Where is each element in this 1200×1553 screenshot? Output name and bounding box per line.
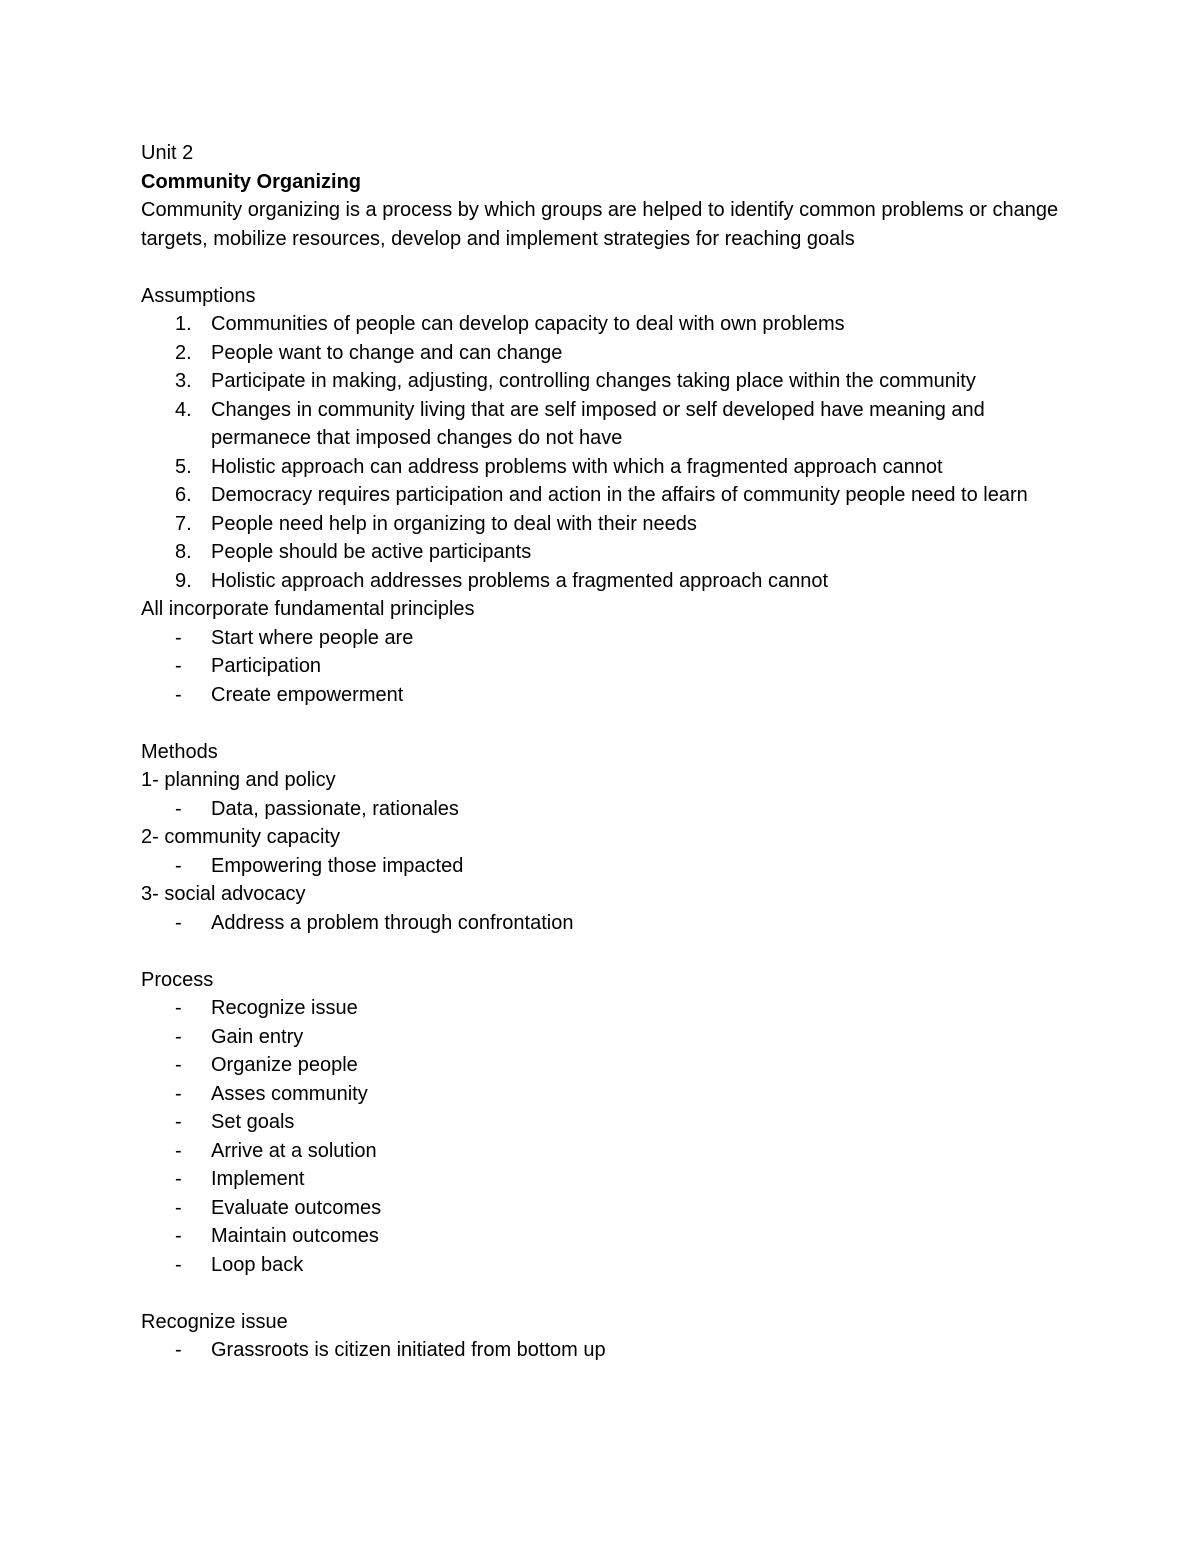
list-number: 3. — [175, 370, 192, 392]
list-item-text: People want to change and can change — [211, 341, 563, 364]
list-item-text: Empowering those impacted — [211, 854, 464, 877]
list-number: 8. — [175, 541, 192, 563]
dash-bullet: - — [175, 997, 182, 1019]
recognize-issue-heading: Recognize issue — [141, 1310, 288, 1333]
list-item — [141, 396, 1071, 453]
definition-paragraph: Community organizing is a process by which groups are helped to identify common problems or change targets, mobilize resources, develop and implement strategies for reaching goals — [141, 199, 1059, 250]
list-item — [141, 339, 1071, 368]
list-item — [141, 1080, 1071, 1109]
spacer — [141, 709, 1071, 738]
list-item — [141, 310, 1071, 339]
method-label: 3- social advocacy — [141, 883, 306, 905]
dash-bullet: - — [175, 1196, 182, 1219]
list-item — [141, 1023, 1071, 1052]
list-number: 4. — [175, 398, 192, 421]
list-item-text: Recognize issue — [211, 997, 358, 1019]
list-item — [141, 852, 1071, 881]
list-number: 9. — [175, 569, 192, 592]
assumptions-list — [141, 310, 1071, 595]
list-number: 6. — [175, 484, 192, 506]
list-item — [141, 510, 1071, 539]
list-item-text: Communities of people can develop capacity to deal with own problems — [211, 313, 845, 335]
list-item — [141, 795, 1071, 824]
dash-bullet: - — [175, 1025, 182, 1048]
dash-bullet: - — [175, 1339, 182, 1361]
list-number: 1. — [175, 313, 192, 335]
list-item-text: Loop back — [211, 1253, 304, 1276]
method-label: 1- planning and policy — [141, 769, 336, 791]
list-item-text: Participate in making, adjusting, controlling changes taking place within the community — [211, 370, 976, 392]
list-item — [141, 909, 1071, 938]
list-item — [141, 567, 1071, 596]
list-item — [141, 1251, 1071, 1280]
list-item-text: Holistic approach addresses problems a fragmented approach cannot — [211, 569, 829, 592]
list-item-text: Maintain outcomes — [211, 1225, 379, 1247]
list-item-text: Democracy requires participation and action in the affairs of community people need to learn — [211, 484, 1028, 506]
list-item — [141, 1051, 1071, 1080]
list-item-text: Asses community — [211, 1082, 368, 1105]
list-item-text: Set goals — [211, 1111, 295, 1133]
principles-heading: All incorporate fundamental principles — [141, 598, 475, 620]
list-item-text: Evaluate outcomes — [211, 1196, 382, 1219]
dash-bullet: - — [175, 1054, 182, 1076]
list-number: 7. — [175, 512, 192, 535]
list-item — [141, 453, 1071, 482]
list-item — [141, 652, 1071, 681]
page-title: Community Organizing — [141, 170, 361, 193]
list-item — [141, 481, 1071, 510]
dash-bullet: - — [175, 911, 182, 934]
list-item — [141, 624, 1071, 653]
list-item-text: Address a problem through confrontation — [211, 911, 574, 934]
list-item — [141, 1336, 1071, 1365]
list-item — [141, 1108, 1071, 1137]
list-item — [141, 1137, 1071, 1166]
list-number: 2. — [175, 341, 192, 364]
list-item — [141, 538, 1071, 567]
dash-bullet: - — [175, 797, 182, 820]
dash-bullet: - — [175, 626, 182, 649]
spacer — [141, 1279, 1071, 1308]
list-item — [141, 1222, 1071, 1251]
list-item-text: Participation — [211, 655, 322, 677]
spacer — [141, 253, 1071, 282]
unit-label: Unit 2 — [141, 142, 194, 164]
list-item-text: Holistic approach can address problems with which a fragmented approach cannot — [211, 455, 943, 478]
list-item-text: Grassroots is citizen initiated from bottom up — [211, 1339, 606, 1361]
dash-bullet: - — [175, 1111, 182, 1133]
list-item-text: Gain entry — [211, 1025, 304, 1048]
list-item — [141, 994, 1071, 1023]
dash-bullet: - — [175, 655, 182, 677]
dash-bullet: - — [175, 1082, 182, 1105]
method-label: 2- community capacity — [141, 826, 340, 848]
list-item-text: Implement — [211, 1168, 305, 1190]
list-item-text: People should be active participants — [211, 541, 532, 563]
spacer — [141, 937, 1071, 966]
dash-bullet: - — [175, 1139, 182, 1162]
dash-bullet: - — [175, 1168, 182, 1190]
list-item-text: Organize people — [211, 1054, 358, 1076]
list-item — [141, 1194, 1071, 1223]
list-item — [141, 681, 1071, 710]
list-item-text: Arrive at a solution — [211, 1139, 377, 1162]
process-heading: Process — [141, 968, 214, 991]
dash-bullet: - — [175, 683, 182, 706]
document-body — [141, 139, 1071, 1365]
methods-heading: Methods — [141, 740, 218, 763]
dash-bullet: - — [175, 854, 182, 877]
dash-bullet: - — [175, 1225, 182, 1247]
list-item-text: Changes in community living that are self imposed or self developed have meaning and permanece that imposed changes do not have — [211, 398, 985, 449]
list-number: 5. — [175, 455, 192, 478]
list-item-text: Start where people are — [211, 626, 414, 649]
list-item-text: Create empowerment — [211, 683, 404, 706]
process-list — [141, 994, 1071, 1279]
list-item-text: People need help in organizing to deal with their needs — [211, 512, 697, 535]
assumptions-heading: Assumptions — [141, 284, 256, 307]
dash-bullet: - — [175, 1253, 182, 1276]
list-item — [141, 1165, 1071, 1194]
list-item — [141, 367, 1071, 396]
principles-list — [141, 624, 1071, 710]
list-item-text: Data, passionate, rationales — [211, 797, 459, 820]
